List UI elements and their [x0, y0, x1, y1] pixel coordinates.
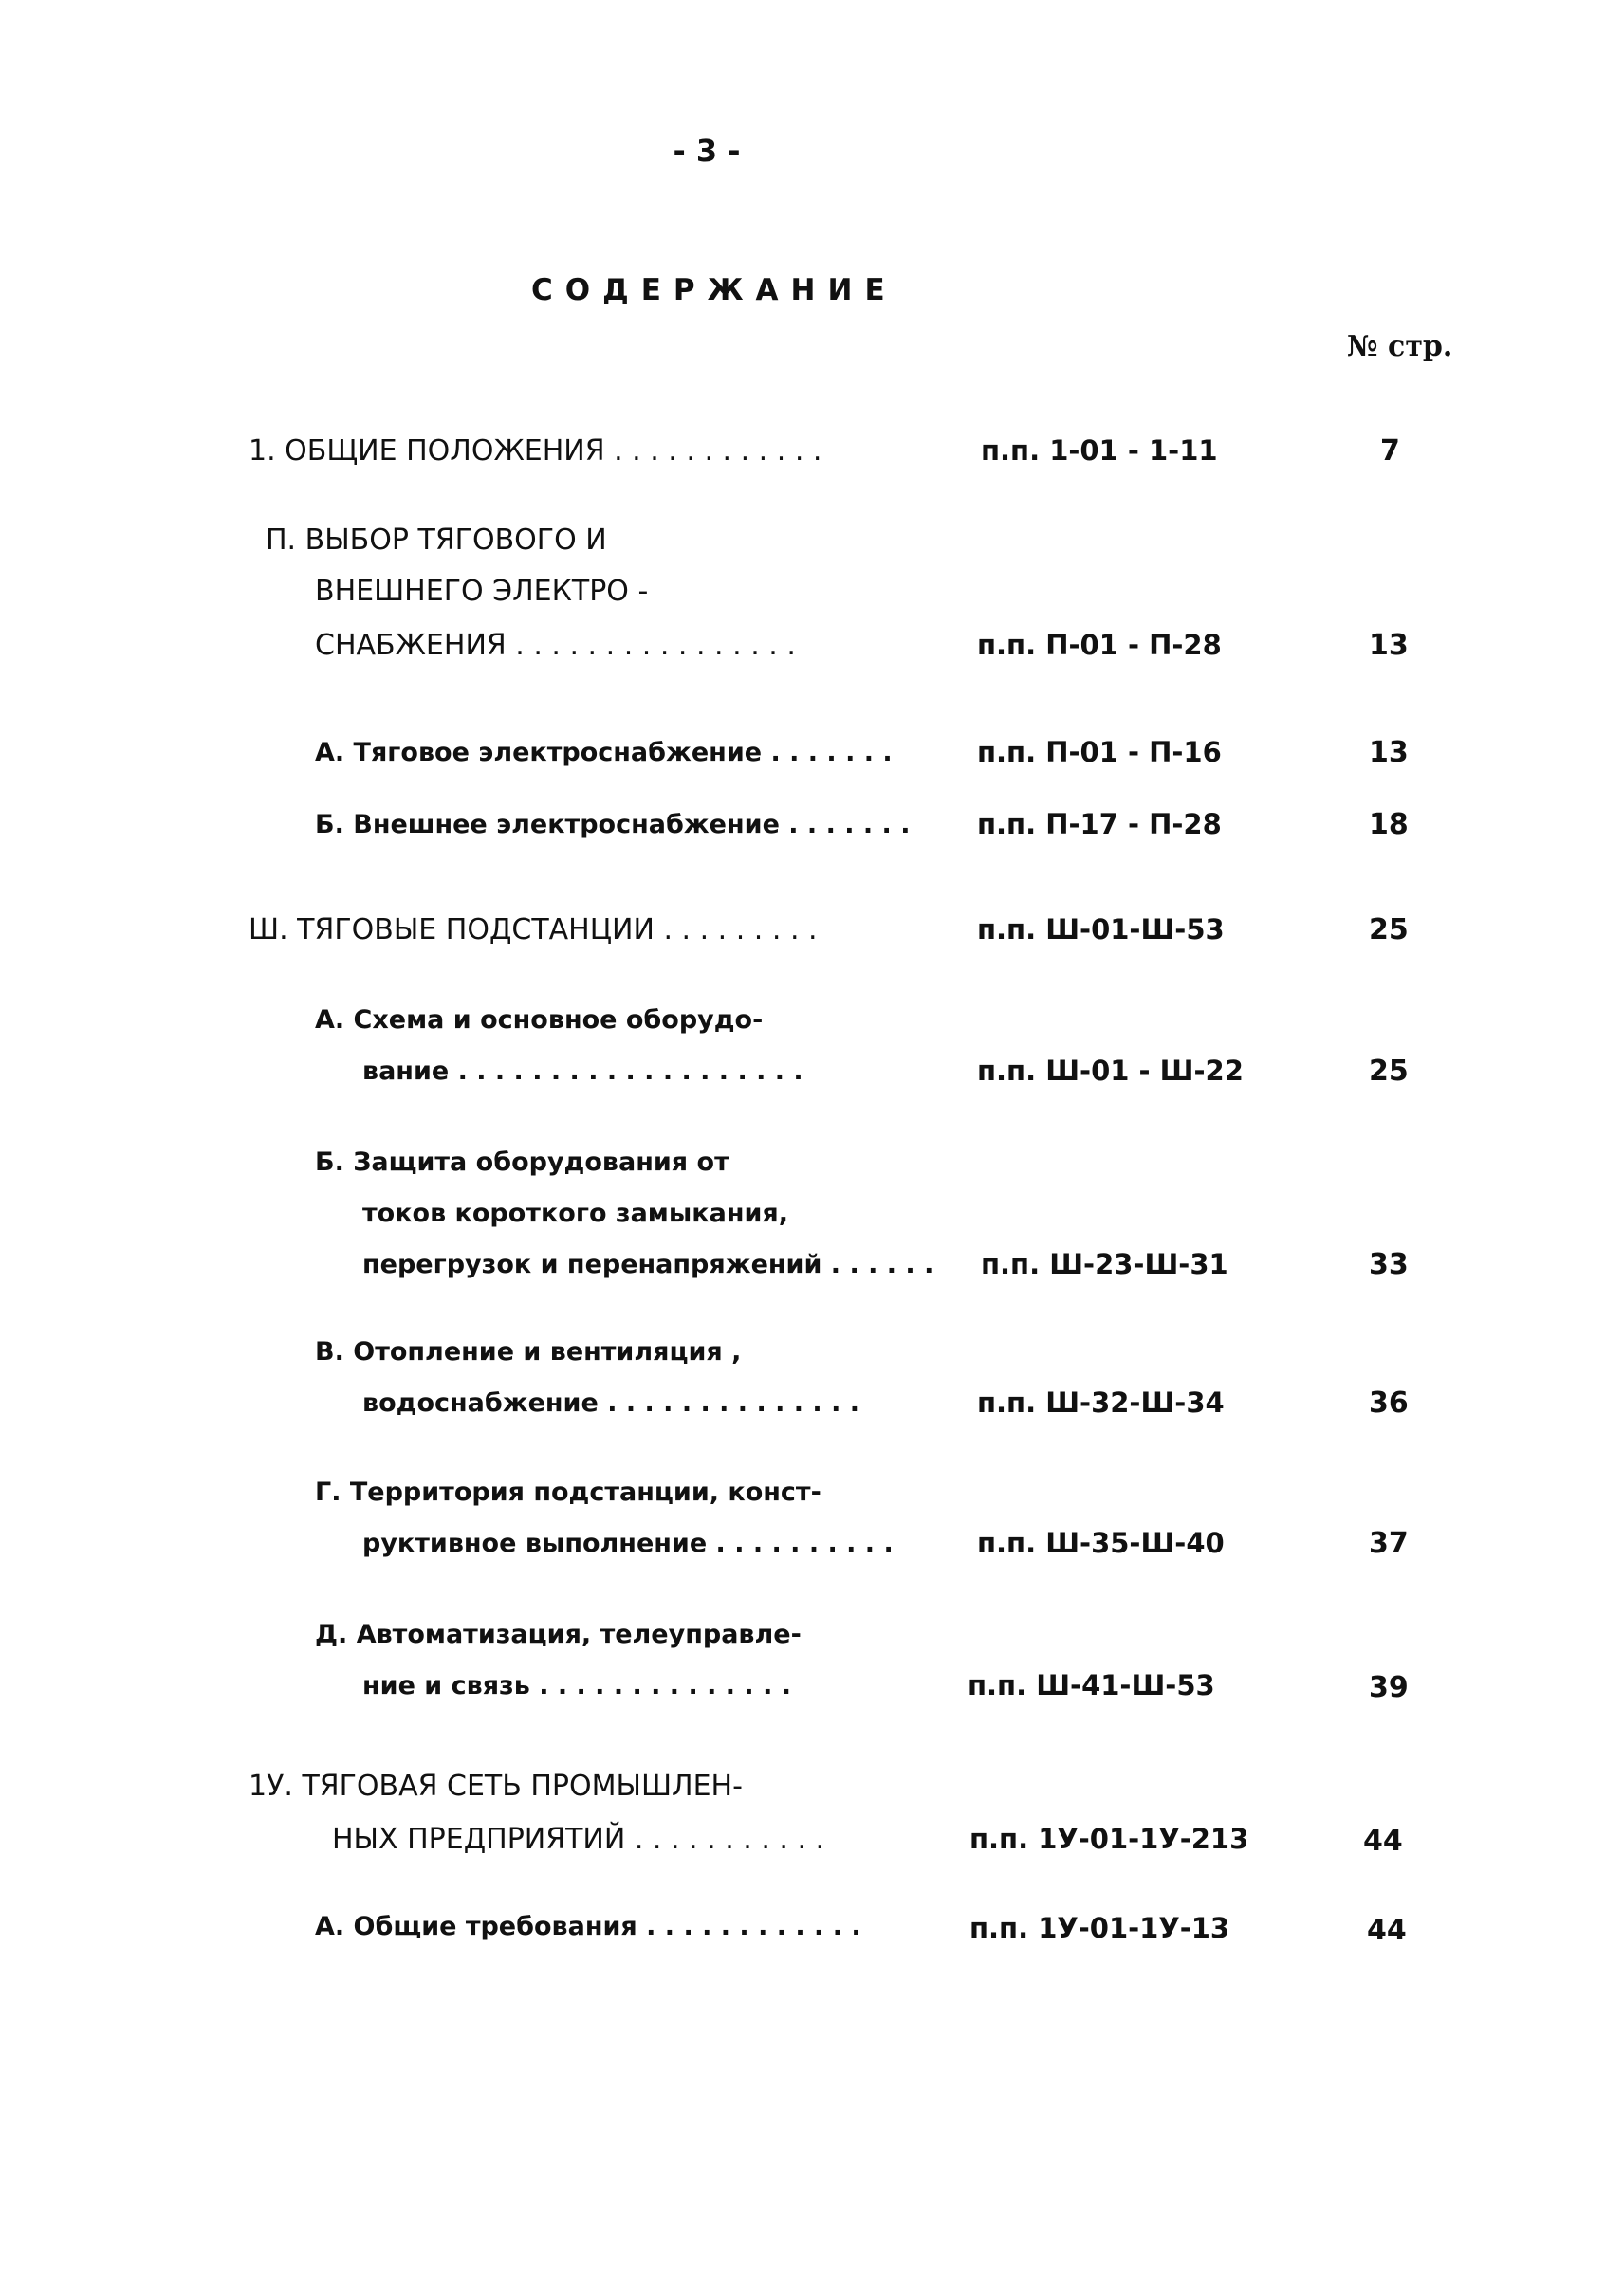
toc-entry-line: руктивное выполнение . . . . . . . . . . — [362, 1529, 894, 1558]
toc-entry-line: Ш. ТЯГОВЫЕ ПОДСТАНЦИИ . . . . . . . . . — [249, 913, 818, 946]
toc-entry-ref: п.п. П-17 - П-28 — [977, 808, 1222, 840]
document-title: СОДЕРЖАНИЕ — [531, 273, 897, 307]
toc-entry-page: 37 — [1369, 1527, 1409, 1560]
toc-entry-page: 36 — [1369, 1387, 1409, 1420]
toc-entry-ref: п.п. П-01 - П-16 — [977, 736, 1222, 768]
toc-entry-page: 39 — [1369, 1671, 1409, 1704]
toc-entry-ref: п.п. Ш-32-Ш-34 — [977, 1387, 1225, 1419]
toc-entry-line: А. Схема и основное оборудо- — [315, 1005, 764, 1035]
toc-entry-ref: п.п. 1У-01-1У-13 — [969, 1912, 1230, 1944]
toc-entry-ref: п.п. 1У-01-1У-213 — [969, 1823, 1249, 1855]
toc-entry-page: 25 — [1369, 1055, 1409, 1088]
toc-entry-line: П. ВЫБОР ТЯГОВОГО И — [266, 523, 607, 557]
toc-entry-ref: п.п. П-01 - П-28 — [977, 629, 1222, 661]
toc-entry-page: 7 — [1380, 434, 1400, 468]
toc-entry-line: Б. Защита оборудования от — [315, 1148, 729, 1177]
toc-entry-line: СНАБЖЕНИЯ . . . . . . . . . . . . . . . . — [315, 629, 796, 662]
toc-entry-line: А. Общие требования . . . . . . . . . . . . — [315, 1912, 861, 1941]
toc-entry-page: 13 — [1369, 629, 1409, 662]
toc-entry-page: 25 — [1369, 913, 1409, 946]
toc-entry-line: 1У. ТЯГОВАЯ СЕТЬ ПРОМЫШЛЕН- — [249, 1770, 743, 1803]
toc-entry-line: В. Отопление и вентиляция , — [315, 1337, 742, 1367]
toc-entry-line: ВНЕШНЕГО ЭЛЕКТРО - — [315, 575, 649, 608]
toc-entry-page: 44 — [1363, 1825, 1403, 1858]
toc-entry-ref: п.п. Ш-35-Ш-40 — [977, 1527, 1225, 1559]
toc-entry-line: Д. Автоматизация, телеуправле- — [315, 1620, 802, 1649]
toc-entry-page: 13 — [1369, 736, 1409, 769]
toc-entry-page: 18 — [1369, 808, 1409, 841]
page-number: - 3 - — [673, 133, 741, 169]
toc-entry-line: Б. Внешнее электроснабжение . . . . . . . — [315, 810, 911, 839]
toc-entry-ref: п.п. 1-01 - 1-11 — [981, 434, 1218, 467]
toc-entry-ref: п.п. Ш-41-Ш-53 — [968, 1669, 1215, 1701]
toc-entry-line: А. Тяговое электроснабжение . . . . . . . — [315, 738, 893, 767]
toc-entry-line: токов короткого замыкания, — [362, 1199, 788, 1228]
toc-entry-line: НЫХ ПРЕДПРИЯТИЙ . . . . . . . . . . . — [332, 1823, 825, 1856]
toc-entry-line: перегрузок и перенапряжений . . . . . . — [362, 1250, 934, 1279]
toc-entry-line: ние и связь . . . . . . . . . . . . . . — [362, 1671, 791, 1700]
toc-entry-line: водоснабжение . . . . . . . . . . . . . . — [362, 1388, 859, 1418]
toc-entry-page: 33 — [1369, 1248, 1409, 1281]
toc-entry-line: вание . . . . . . . . . . . . . . . . . . . — [362, 1056, 803, 1086]
toc-entry-ref: п.п. Ш-23-Ш-31 — [981, 1248, 1228, 1280]
toc-entry-line: 1. ОБЩИЕ ПОЛОЖЕНИЯ . . . . . . . . . . . . — [249, 434, 822, 468]
toc-entry-ref: п.п. Ш-01-Ш-53 — [977, 913, 1225, 946]
toc-entry-ref: п.п. Ш-01 - Ш-22 — [977, 1055, 1244, 1087]
toc-entry-page: 44 — [1367, 1914, 1407, 1947]
toc-entry-line: Г. Территория подстанции, конст- — [315, 1478, 821, 1507]
page-column-header: № стр. — [1347, 330, 1453, 363]
